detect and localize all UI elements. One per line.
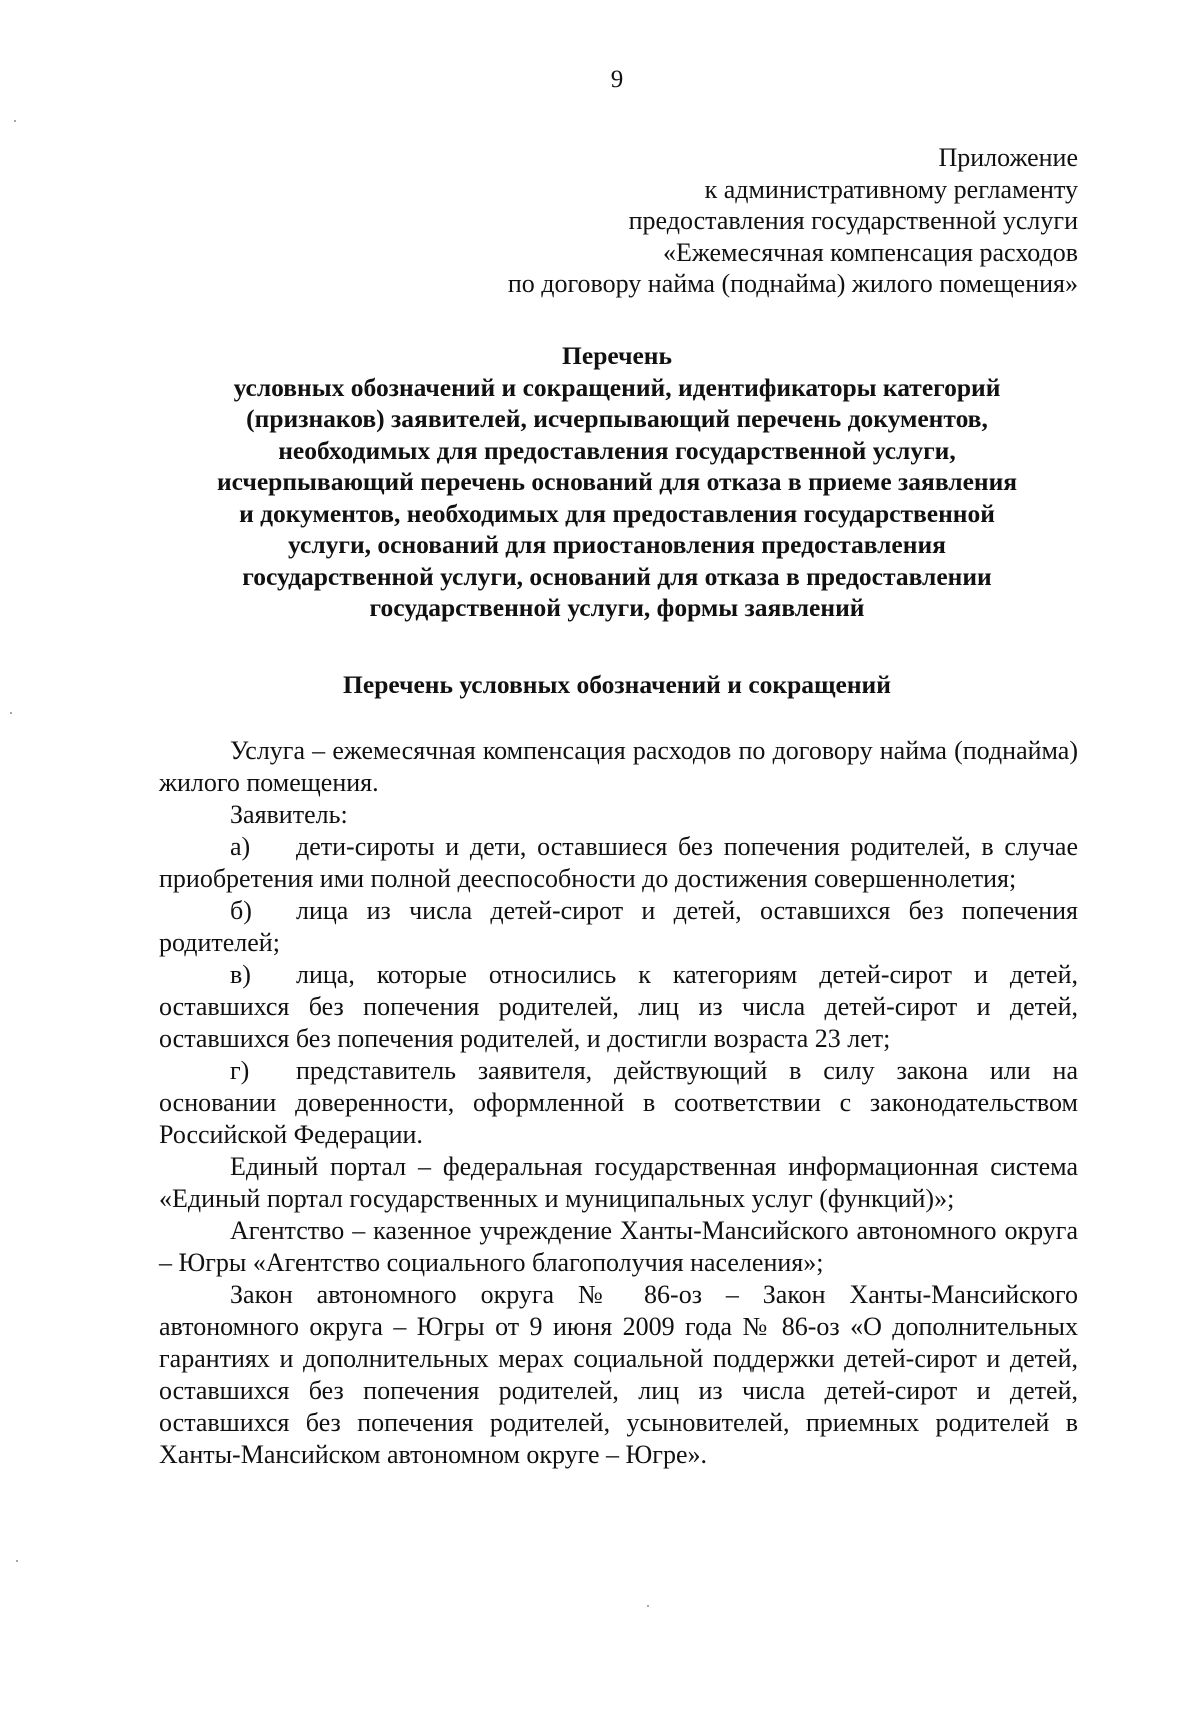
applicant-item (159, 1055, 1078, 1151)
body-text (159, 735, 1078, 1471)
item-text: лица, которые относились к категориям детей-сирот и детей, оставшихся без попечения родителей, лиц из числа детей-сирот и детей, оставшихся без попечения родителей, и достигли возраста 23 лет; (159, 960, 1078, 1053)
title-line: необходимых для предоставления государственной услуги, (278, 435, 956, 465)
law-definition: Закон автономного округа № 86-оз – Закон Ханты-Мансийского автономного округа – Югры от 9 июня 2009 года № 86-оз «О дополнительных гарантиях и дополнительных мерах социальной поддержки детей-сирот и детей, оставшихся без попечения родителей, лиц из числа детей-сирот и детей, оставшихся без попечения родителей, усыновителей, приемных родителей в Ханты-Мансийском автономном округе – Югре». (159, 1280, 1078, 1469)
appendix-line: к административному регламенту (704, 174, 1078, 204)
document-title (130, 340, 1104, 624)
appendix-line: предоставления государственной услуги (628, 206, 1078, 235)
item-marker: а) (230, 832, 251, 861)
title-line: государственной услуги, формы заявлений (369, 593, 865, 622)
title-line: государственной услуги, оснований для отказа в предоставлении (242, 561, 992, 591)
title-line: Перечень (562, 341, 672, 370)
applicant-item (159, 831, 1078, 895)
appendix-line: Приложение (938, 143, 1078, 172)
applicant-label: Заявитель: (230, 800, 348, 829)
appendix-line: «Ежемесячная компенсация расходов (663, 237, 1078, 267)
portal-definition: Единый портал – федеральная государственная информационная система «Единый портал государственных и муниципальных услуг (функций)»; (159, 1152, 1078, 1213)
section-heading: Перечень условных обозначений и сокращений (343, 670, 891, 699)
applicant-item (159, 959, 1078, 1055)
scan-speck (16, 1560, 18, 1562)
scan-speck (10, 712, 12, 714)
title-line: исчерпывающий перечень оснований для отказа в приеме заявления (216, 467, 1018, 496)
item-text: представитель заявителя, действующий в силу закона или на основании доверенности, оформленной в соответствии с законодательством Российской Федерации. (159, 1056, 1078, 1149)
appendix-line: по договору найма (поднайма) жилого помещения» (507, 269, 1078, 298)
scan-speck (647, 1605, 649, 1607)
title-line: условных обозначений и сокращений, идентификаторы категорий (233, 372, 1001, 402)
item-marker: в) (230, 960, 251, 989)
item-marker: б) (230, 896, 252, 925)
page-number: 9 (610, 66, 624, 93)
item-marker: г) (230, 1056, 250, 1085)
applicant-item (159, 895, 1078, 959)
title-line: (признаков) заявителей, исчерпывающий перечень документов, (246, 404, 988, 433)
item-text: лица из числа детей-сирот и детей, оставшихся без попечения родителей; (159, 896, 1078, 957)
item-text: дети-сироты и дети, оставшиеся без попечения родителей, в случае приобретения ими полной дееспособности до достижения совершеннолетия; (159, 832, 1078, 893)
appendix-header (358, 142, 1078, 300)
title-line: услуги, оснований для приостановления предоставления (288, 530, 946, 559)
title-line: и документов, необходимых для предоставления государственной (239, 498, 995, 528)
scan-speck (14, 120, 16, 122)
service-definition: Услуга – ежемесячная компенсация расходов по договору найма (поднайма) жилого помещения. (159, 736, 1078, 797)
agency-definition: Агентство – казенное учреждение Ханты-Мансийского автономного округа – Югры «Агентство социального благополучия населения»; (159, 1216, 1078, 1277)
